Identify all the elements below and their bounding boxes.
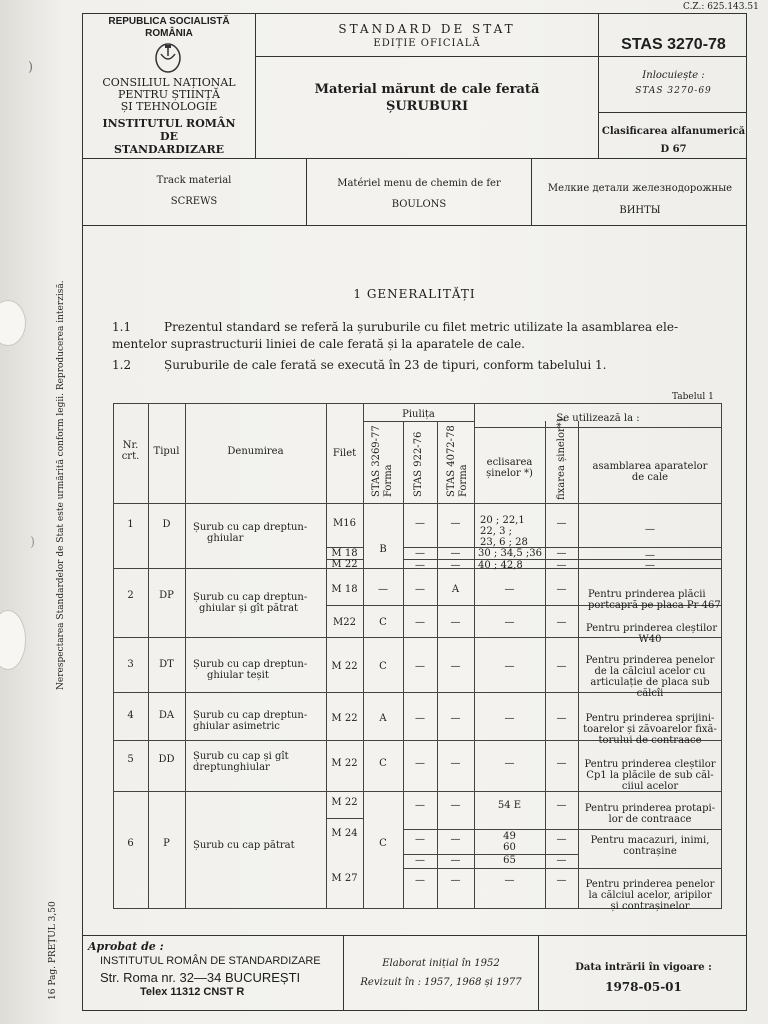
punch-hole bbox=[0, 300, 26, 346]
header-piulita: Piulița bbox=[402, 409, 435, 420]
header-asamblarea: asamblarea aparatelor de cale bbox=[592, 461, 708, 483]
translation-en-title: Track material bbox=[156, 175, 232, 186]
header-nr: Nr. crt. bbox=[121, 440, 140, 462]
header-se-utilizeaza: Se utilizează la : bbox=[556, 413, 640, 424]
replaces-label: Inlocuiește : bbox=[642, 70, 705, 81]
translation-ru-title: Мелкие детали железнодорожные bbox=[547, 183, 733, 194]
paragraph-text: Prezentul standard se referă la șuruburile cu filet metric utilizate la asamblarea ele- bbox=[164, 320, 679, 334]
header-tip: Tipul bbox=[153, 446, 180, 457]
revised: Revizuit în : 1957, 1968 și 1977 bbox=[360, 977, 522, 988]
country-name: REPUBLICA SOCIALISTĂ ROMÂNIA bbox=[108, 16, 230, 39]
header-stas3269: STAS 3269-77 bbox=[371, 425, 382, 497]
scan-mark: ) bbox=[30, 535, 36, 550]
approved-label: Aprobat de : bbox=[88, 940, 164, 953]
table-label: Tabelul 1 bbox=[672, 392, 714, 402]
header-stas4072: STAS 4072-78 bbox=[446, 425, 457, 497]
punch-hole bbox=[0, 610, 26, 670]
document-subtitle: ȘURUBURI bbox=[385, 99, 469, 114]
document-page: ) ) C.Z.: 625.143.51 Nerespectarea Standardelor de Stat este urmărită conform legii. Reproducerea interzisă. 16 Pag. PREȚUL 3,50 REPUBLICA SOCIALISTĂ ROMÂNIA CONSILIUL NAȚIONAL PENTRU ȘTIINȚĂ ȘI TEHNOLOGIE INSTITUTUL ROMÂN DE STANDARDIZARE STANDARD DE STAT EDIȚIE OFICIALĂ Material mărunt de cale ferată ȘURUBURI STAS 3270-78 Inlocuiește : STAS 3270-69 Clasificarea alfanumerică D 67 Track material SCREWS Matériel menu de chemin de fer BOULONS Мелкие детали железнодорожные ВИНТЫ 1 GENERALITĂȚI 1.1 Prezentul standard se referă la șuruburile cu filet metric utilizate la asamblarea ele- mentelor suprastructurii liniei de cale ferată și la aparatele de cale. 1.2 Șuruburile de cale ferată se execută în 23 de tipuri, conform tabelului 1. Tabelul 1 Nr. crt. Tipul Denumirea Filet Piulița Se utilizează la : STAS 3269-77 Forma STAS 922-76 STAS 4072-78 Forma eclisarea șinelor *) fixarea șinelor*) asamblarea aparatelor de cale 1 D Șurub cu cap dreptun- ghiular M16 B — — 20 ; 22,1 22, 3 ; 23, 6 ; 28 — — M 18 — — 30 ; 34,5 ;36 — — M 22 — — 40 ; 42,8 — — 2 DP Șurub cu cap dreptun- ghiular și gît pătrat M 18 — — A — — Pentru prinderea plăcii portcapră pe placa Pr 467 M22 C — — — — Pentru prinderea cleștilor W40 3 DT Șurub cu cap dreptun- ghiular teșit M 22 C — — — — Pentru prinderea penelor de la călciul acelor cu articulație de placa sub călcîi 4 DA Șurub cu cap dreptun- ghiular asimetric M 22 A — — — — Pentru prinderea sprijini- toarelor și zăvoarelor fixă- torului de contraace 5 DD Șurub cu cap și gît dreptunghiular M 22 C — — — — Pentru prinderea cleștilor Cp1 la plăcile de sub căl- ciiul acelor 6 P Șurub cu cap pătrat C M 22 — — 54 E — Pentru prinderea protapi- lor de contraace M 24 — — 49 60 — Pentru macazuri, inimi, contrașine — — 65 — M 27 — — — — Pentru prinderea penelor la călciul acelor, aripilor și contrașinelor Aprobat de : INSTITUTUL ROMÂN DE STANDARDIZARE Str. Roma nr. 32—34 BUCUREȘTI Telex 11312 CNST R Elaborat inițial în 1952 Revizuit în : 1957, 1968 și 1977 Data intrării în vigoare : 1978-05-01 bbox=[0, 0, 768, 1024]
legal-side-note: Nerespectarea Standardelor de Stat este urmărită conform legii. Reproducerea interzisă. bbox=[56, 280, 66, 690]
translation-ru-value: ВИНТЫ bbox=[619, 205, 661, 216]
header-fixarea: fixarea șinelor*) bbox=[556, 418, 567, 500]
replaces-value: STAS 3270-69 bbox=[635, 86, 712, 96]
cz-code: C.Z.: 625.143.51 bbox=[683, 2, 759, 12]
classification-label: Clasificarea alfanumerică bbox=[601, 126, 746, 137]
institute-name: INSTITUTUL ROMÂN DE STANDARDIZARE bbox=[102, 117, 236, 156]
elaborated: Elaborat inițial în 1952 bbox=[382, 958, 500, 969]
header-stas4072-forma: Forma bbox=[458, 464, 469, 497]
stas-code: STAS 3270-78 bbox=[621, 36, 726, 53]
header-eclisarea: eclisarea șinelor *) bbox=[486, 457, 533, 479]
header-stas922: STAS 922-76 bbox=[413, 431, 424, 497]
section-title: 1 GENERALITĂȚI bbox=[353, 287, 476, 301]
telex: Telex 11312 CNST R bbox=[140, 986, 245, 998]
header-filet: Filet bbox=[332, 448, 357, 459]
standard-type: STANDARD DE STAT bbox=[338, 22, 516, 36]
paragraph-text: Șuruburile de cale ferată se execută în 23 de tipuri, conform tabelului 1. bbox=[164, 358, 607, 372]
council-name: CONSILIUL NAȚIONAL PENTRU ȘTIINȚĂ ȘI TEHNOLOGIE bbox=[102, 76, 236, 113]
coat-of-arms-icon bbox=[154, 42, 182, 74]
approved-by: INSTITUTUL ROMÂN DE STANDARDIZARE bbox=[100, 955, 321, 967]
header-denumire: Denumirea bbox=[227, 446, 284, 457]
document-title: Material mărunt de cale ferată bbox=[314, 82, 540, 97]
classification-value: D 67 bbox=[660, 144, 687, 155]
edition: EDIȚIE OFICIALĂ bbox=[373, 38, 481, 49]
translation-fr-title: Matériel menu de chemin de fer bbox=[337, 178, 501, 189]
scan-mark: ) bbox=[28, 60, 34, 75]
price-note: 16 Pag. PREȚUL 3,50 bbox=[48, 901, 58, 1000]
translation-fr-value: BOULONS bbox=[391, 199, 447, 210]
paragraph-number: 1.2 bbox=[112, 358, 132, 372]
paragraph-text: mentelor suprastructurii liniei de cale ferată și la aparatele de cale. bbox=[112, 337, 525, 351]
header-stas3269-forma: Forma bbox=[383, 464, 394, 497]
paragraph-number: 1.1 bbox=[112, 320, 132, 334]
address: Str. Roma nr. 32—34 BUCUREȘTI bbox=[100, 970, 301, 985]
translation-en-value: SCREWS bbox=[170, 196, 218, 207]
effective-date: 1978-05-01 bbox=[605, 980, 682, 994]
effective-label: Data intrării în vigoare : bbox=[575, 962, 712, 973]
